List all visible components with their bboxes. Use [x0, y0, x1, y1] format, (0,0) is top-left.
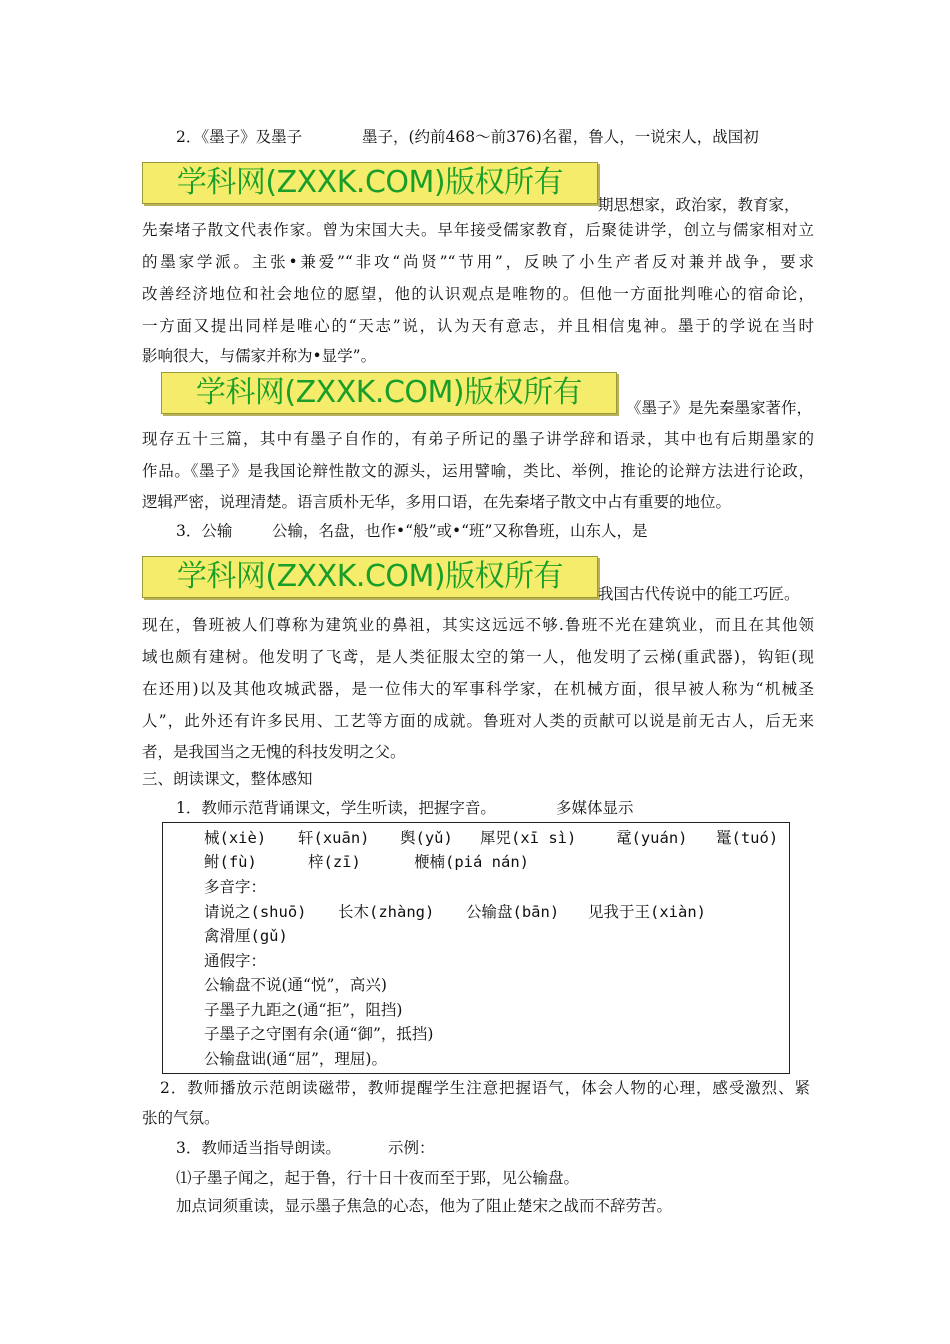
example-sentence: ⑴子墨子闻之，起于鲁，行十日十夜而至于郢，见公输盘。 [176, 1169, 580, 1187]
step-1-note: 多媒体显示 [556, 799, 634, 817]
word-xian: 见我于王(xiàn) [588, 903, 706, 921]
word-fu: 鲋(fù) [204, 853, 257, 871]
mozi-line-5: 改善经济地位和社会地位的愿望，他的认识观点是唯物的。但他一方面批判唯心的宿命论， [142, 285, 814, 303]
gongshu-line-5: 在还用)以及其他攻城武器，是一位伟大的军事科学家，在机械方面，很早被人称为“机械圣 [142, 680, 814, 698]
mozi-line-6: 一方面又提出同样是唯心的“天志”说，认为天有意志，并且相信鬼神。墨于的学说在当时 [142, 317, 814, 335]
tongjia-1: 公输盘不说(通“悦”，高兴) [204, 976, 387, 994]
word-tuo: 鼍(tuó) [716, 829, 779, 847]
mozi-line-2: 期思想家，政治家，教育家， [598, 196, 800, 214]
mozi-book-4: 逻辑严密，说理清楚。语言质朴无华，多用口语，在先秦堵子散文中占有重要的地位。 [142, 493, 732, 511]
example-note: 加点词须重读，显示墨子焦急的心态，他为了阻止楚宋之战而不辞劳苦。 [176, 1197, 673, 1215]
section-3-title: 三、朗读课文，整体感知 [142, 770, 313, 788]
mozi-line-3: 先秦堵子散文代表作家。曾为宋国大夫。早年接受儒家教育，后聚徒讲学，创立与儒家相对立 [142, 221, 814, 239]
word-xie: 械(xiè) [204, 829, 267, 847]
watermark-stamp-2: 学科网(ZXXK.COM)版权所有 [161, 372, 617, 414]
step-3: 3．教师适当指导朗读。 [176, 1139, 341, 1157]
mozi-book-2: 现存五十三篇，其中有墨子自作的，有弟子所记的墨子讲学辞和语录，其中也有后期墨家的 [142, 430, 814, 448]
mozi-line-4: 的墨家学派。主张•兼爱”“非攻“尚贤”“节用”，反映了小生产者反对兼并战争，要求 [142, 253, 814, 271]
word-gu: 禽滑厘(gǔ) [204, 927, 288, 945]
step-1: 1．教师示范背诵课文，学生听读，把握字音。 [176, 799, 496, 817]
gongshu-line-2: 我国古代传说中的能工巧匠。 [598, 585, 800, 603]
mozi-book-1: 《墨子》是先秦墨家著作， [626, 399, 813, 417]
word-xisi: 犀兕(xī sì) [480, 829, 577, 847]
step-2-line-2: 张的气氛。 [142, 1109, 220, 1127]
gongshu-line-7: 者，是我国当之无愧的科技发明之父。 [142, 743, 406, 761]
mozi-intro: 墨子，(约前468～前376)名翟，鲁人，一说宋人，战国初 [362, 128, 759, 146]
word-ban: 公输盘(bān) [466, 903, 560, 921]
polyphone-label: 多音字： [204, 878, 267, 896]
watermark-stamp-3: 学科网(ZXXK.COM)版权所有 [142, 556, 598, 598]
mozi-line-7: 影响很大，与儒家并称为•显学”。 [142, 347, 377, 365]
gongshu-line-3: 现在，鲁班被人们尊称为建筑业的鼻祖，其实这远远不够.鲁班不光在建筑业，而且在其他领 [142, 616, 814, 634]
tongjia-3: 子墨子之守圉有余(通“御”，抵挡) [204, 1025, 434, 1043]
word-yuan: 鼋(yuán) [616, 829, 688, 847]
mozi-heading: 2．《墨子》及墨子 [176, 128, 303, 146]
gongshu-heading: 3．公输 [176, 522, 233, 540]
word-shuo: 请说之(shuō) [204, 903, 307, 921]
word-xuan: 轩(xuān) [298, 829, 370, 847]
tongjia-4: 公输盘诎(通“屈”，理屈)。 [204, 1050, 387, 1068]
word-pianan: 楩楠(piá nán) [414, 853, 529, 871]
word-zhang: 长木(zhàng) [338, 903, 435, 921]
gongshu-line-6: 人”，此外还有许多民用、工艺等方面的成就。鲁班对人类的贡献可以说是前无古人，后无来 [142, 712, 814, 730]
tongjia-2: 子墨子九距之(通“拒”，阻挡) [204, 1001, 403, 1019]
watermark-stamp-1: 学科网(ZXXK.COM)版权所有 [142, 162, 598, 204]
word-zi: 梓(zī) [308, 853, 361, 871]
gongshu-line-4: 域也颇有建树。他发明了飞鸢，是人类征服太空的第一人，他发明了云梯(重武器)，钩钜(现 [142, 648, 814, 666]
step-3-note: 示例： [388, 1139, 435, 1157]
word-yu: 舆(yǔ) [400, 829, 453, 847]
step-2-line-1: 2．教师播放示范朗读磁带，教师提醒学生注意把握语气，体会人物的心理，感受激烈、紧 [160, 1079, 810, 1097]
mozi-book-3: 作品。《墨子》是我国论辩性散文的源头，运用譬喻，类比、举例，推论的论辩方法进行论政， [142, 462, 814, 480]
tongjia-label: 通假字： [204, 952, 267, 970]
gongshu-intro: 公输，名盘，也作•“般”或•“班”又称鲁班，山东人，是 [272, 522, 648, 540]
